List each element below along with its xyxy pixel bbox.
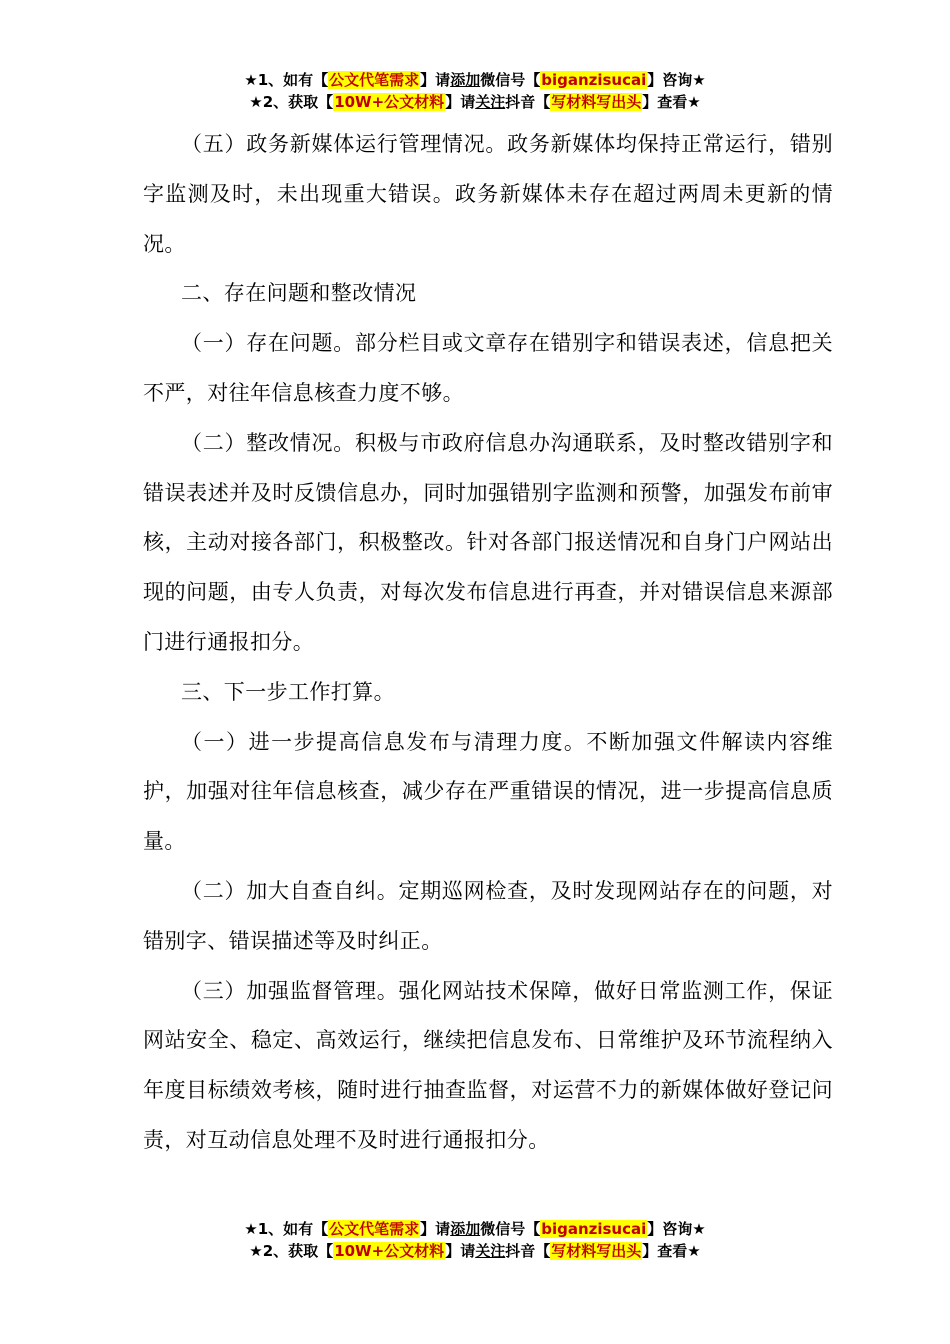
banner-text: 抖音【 xyxy=(505,1242,551,1260)
banner-underlined-text: 添加 xyxy=(450,1220,481,1238)
banner-highlight: biganzisucai xyxy=(541,1220,647,1238)
document-body xyxy=(143,120,833,1166)
banner-highlight: 10W+公文材料 xyxy=(334,1242,445,1260)
banner-highlight: 写材料写出头 xyxy=(551,93,642,111)
banner-text: 】咨询★ xyxy=(647,71,706,89)
banner-highlight: 写材料写出头 xyxy=(551,1242,642,1260)
footer-banner-line-1 xyxy=(0,1218,950,1240)
banner-text: 微信号【 xyxy=(480,71,541,89)
paragraph-media-management: （五）政务新媒体运行管理情况。政务新媒体均保持正常运行，错别字监测及时，未出现重大错误。政务新媒体未存在超过两周未更新的情况。 xyxy=(143,132,833,256)
paragraph-next-step-3: （三）加强监督管理。强化网站技术保障，做好日常监测工作，保证网站安全、稳定、高效运行，继续把信息发布、日常维护及环节流程纳入年度目标绩效考核，随时进行抽查监督，对运营不力的新媒体做好登记问责，对互动信息处理不及时进行通报扣分。 xyxy=(143,978,833,1152)
paragraph-existing-problems: （一）存在问题。部分栏目或文章存在错别字和错误表述，信息把关不严，对往年信息核查力度不够。 xyxy=(143,331,833,405)
banner-text: 】查看★ xyxy=(642,93,701,111)
paragraph-rectification: （二）整改情况。积极与市政府信息办沟通联系，及时整改错别字和错误表述并及时反馈信息办，同时加强错别字监测和预警，加强发布前审核，主动对接各部门，积极整改。针对各部门报送情况和自身门户网站出现的问题，由专人负责，对每次发布信息进行再查，并对错误信息来源部门进行通报扣分。 xyxy=(143,430,833,654)
banner-underlined-text: 添加 xyxy=(450,71,481,89)
banner-text: 】请 xyxy=(445,1242,476,1260)
banner-text: 】请 xyxy=(420,1220,451,1238)
banner-text: 】请 xyxy=(445,93,476,111)
banner-text: 微信号【 xyxy=(480,1220,541,1238)
banner-text: ★1、如有【 xyxy=(244,71,329,89)
banner-highlight: biganzisucai xyxy=(541,71,647,89)
header-banner xyxy=(0,69,950,113)
header-banner-line-1 xyxy=(0,69,950,91)
banner-underlined-text: 关注 xyxy=(475,93,506,111)
banner-highlight: 公文代笔需求 xyxy=(329,1220,420,1238)
heading-problems-and-rectification: 二、存在问题和整改情况 xyxy=(181,281,417,306)
footer-banner-line-2 xyxy=(0,1240,950,1262)
paragraph-next-step-1: （一）进一步提高信息发布与清理力度。不断加强文件解读内容维护，加强对往年信息核查，减少存在严重错误的情况，进一步提高信息质量。 xyxy=(143,729,833,854)
footer-banner xyxy=(0,1218,950,1262)
banner-text: ★2、获取【 xyxy=(249,93,334,111)
banner-text: 】请 xyxy=(420,71,451,89)
banner-text: 】查看★ xyxy=(642,1242,701,1260)
banner-text: ★1、如有【 xyxy=(244,1220,329,1238)
banner-highlight: 公文代笔需求 xyxy=(329,71,420,89)
paragraph-next-step-2: （二）加大自查自纠。定期巡网检查，及时发现网站存在的问题，对错别字、错误描述等及时纠正。 xyxy=(143,878,833,953)
banner-highlight: 10W+公文材料 xyxy=(334,93,445,111)
banner-text: 】咨询★ xyxy=(647,1220,706,1238)
banner-text: 抖音【 xyxy=(505,93,551,111)
heading-next-steps: 三、下一步工作打算。 xyxy=(181,679,395,704)
banner-underlined-text: 关注 xyxy=(475,1242,506,1260)
header-banner-line-2 xyxy=(0,91,950,113)
banner-text: ★2、获取【 xyxy=(249,1242,334,1260)
